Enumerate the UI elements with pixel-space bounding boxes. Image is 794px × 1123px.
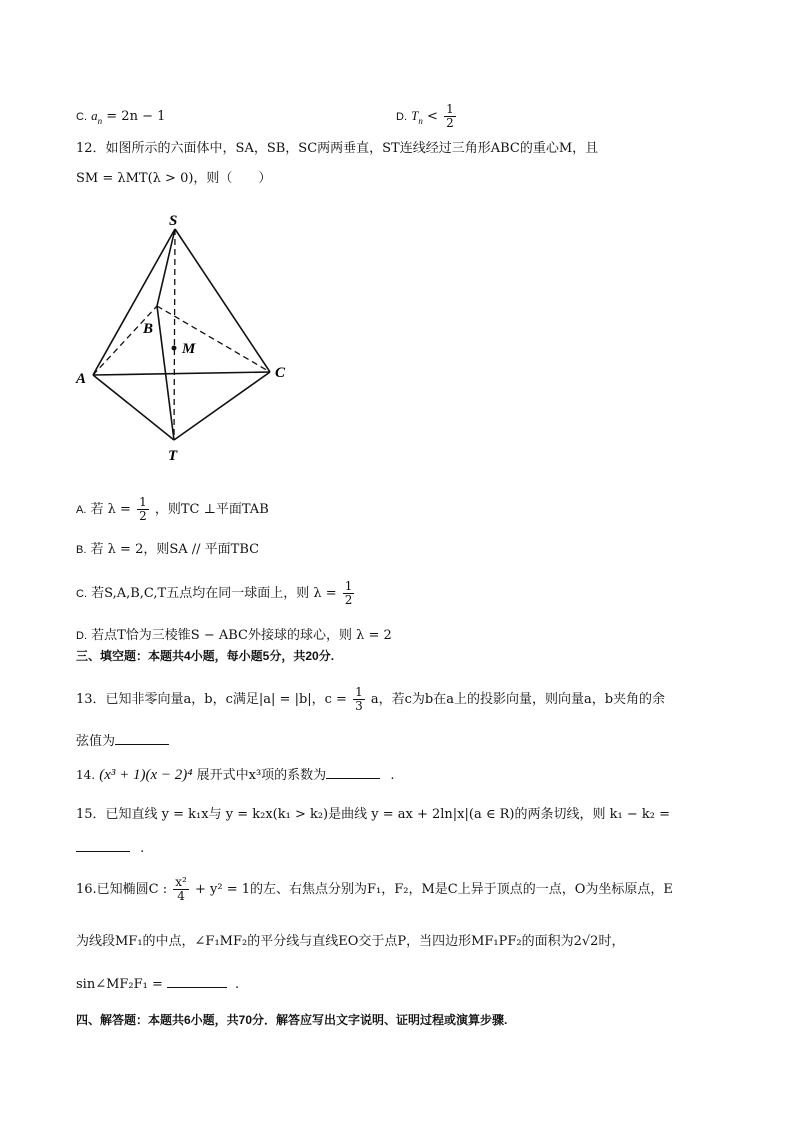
answer-blank: [326, 777, 380, 779]
q13-line2: 弦值为: [76, 733, 169, 751]
label-m: M: [182, 341, 196, 357]
answer-blank: [167, 986, 227, 988]
q15-line2: .: [76, 840, 144, 858]
edge-ac: [93, 372, 270, 375]
q14: 14. (x³ + 1)(x − 2)⁴ 展开式中x³项的系数为 .: [76, 767, 395, 783]
label-t: T: [168, 448, 178, 464]
section-4-heading: 四、解答题：本题共6小题，共70分．解答应写出文字说明、证明过程或演算步骤.: [76, 1013, 508, 1027]
q12-stem-line1: 12．如图所示的六面体中，SA，SB，SC两两垂直，ST连线经过三角形ABC的重心M，且: [76, 141, 599, 156]
label-a: A: [76, 371, 87, 387]
fraction: $\frac{1}{3}$: [355, 685, 363, 713]
fraction: $\frac{1}{2}$: [139, 495, 147, 523]
q12-option-b: B. 若 λ = 2，则SA // 平面TBC: [76, 542, 260, 557]
label-b: B: [143, 321, 154, 337]
fraction: $\frac{1}{2}$: [344, 579, 353, 607]
answer-blank: [115, 743, 169, 745]
q11-option-c: C. $a_n = 2n - 1$: [76, 108, 166, 126]
q15-line1: 15．已知直线 y = k₁x与 y = k₂x(k₁ > k₂)是曲线 y = ax + 2ln|x|(a ∈ R)的两条切线，则 k₁ − k₂ =: [76, 807, 670, 822]
fraction: $\frac{\text{x²}}{4}$: [175, 875, 187, 903]
q11-option-d: D. $T_n$ < $\frac{1}{2}$: [396, 102, 454, 130]
q13-line1: 13．已知非零向量a，b，c满足|a| = |b|，c = $\frac{1}{3}$ a，若c为b在a上的投影向量，则向量a，b夹角的余: [76, 685, 666, 713]
q16-line3: sin∠MF₂F₁ = .: [76, 977, 240, 992]
centroid-m-point: [172, 346, 177, 351]
label-c: C: [275, 365, 286, 381]
edge-ab-hidden: [93, 306, 157, 375]
label-s: S: [169, 213, 178, 229]
q12-option-d: D. 若点T恰为三棱锥S − ABC外接球的球心，则 λ = 2: [76, 628, 392, 643]
q16-line1: 16.已知椭圆C : $\frac{\text{x²}}{4}$ + y² = 1的左、右焦点分别为F₁，F₂，M是C上异于顶点的一点，O为坐标原点，E: [76, 875, 673, 903]
fraction: $\frac{1}{2}$: [446, 102, 454, 130]
q16-line2: 为线段MF₁的中点，∠F₁MF₂的平分线与直线EO交于点P，当四边形MF₁PF₂的面积为2√2时，: [76, 934, 625, 949]
q12-option-a: A. 若 λ = $\frac{1}{2}$ ，则TC ⊥平面TAB: [76, 495, 269, 523]
answer-blank: [76, 850, 130, 852]
segment-st-hidden: [174, 229, 175, 440]
q12-figure: [70, 212, 300, 464]
edge-ct: [174, 372, 270, 440]
q12-option-c: C. 若S,A,B,C,T五点均在同一球面上，则 λ = $\frac{1}{2}$: [76, 579, 353, 607]
section-3-heading: 三、填空题：本题共4小题，每小题5分，共20分.: [76, 649, 335, 663]
edge-at: [93, 375, 174, 440]
edge-sb: [157, 229, 175, 306]
q12-stem-line2: SM = λMT(λ > 0)，则（ ）: [76, 171, 272, 186]
